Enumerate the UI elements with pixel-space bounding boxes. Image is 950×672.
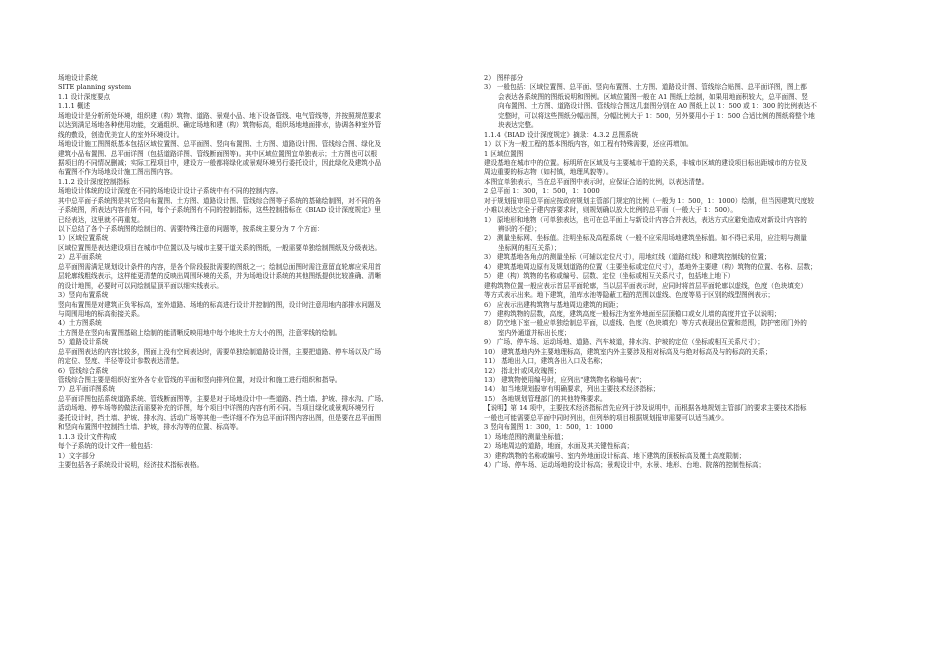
text-line: 以达到满足场地各种使用功能，交通组织、确定场地和建（构）筑物标高，组织场地地面排水，协调各种室外管 (58, 121, 382, 130)
text-line: 1） 原地形和地物（可单独表达，也可在总平面上与新设计内容合并表达，表达方式应避免造成对新设计内容的 (484, 215, 807, 224)
text-line: SITE planning system (58, 83, 132, 92)
left-text-column (58, 74, 468, 470)
text-line: 总平面详图包括系统道路系统、管线断面图等，主要是对于场地设计中一些道路、挡土墙、护坡、排水沟、广场、 (58, 394, 388, 403)
text-line: 委托设计时，挡土墙、护坡、排水沟、活动广场等其他一些详细不作为总平面详图内容出图，但是要在总平面图 (58, 413, 382, 422)
text-line: 1）场地范围的测量坐标值； (484, 432, 568, 441)
text-line: 建筑小品布置图、总平面详图（包括道路详图、管线断面图等)。其中区域位置图宜单独表示；土方图也可以根 (58, 149, 378, 158)
text-line: 7）总平面详图系统 (58, 385, 115, 394)
text-line: 完整时，可以将这些图纸分幅出图，分幅比例大于 1：500，另外要用小于 1：500 合适比例的图纸将整个地 (498, 111, 815, 120)
text-line: 5） 建（构）筑物的名称或编号、层数、定位（坐标或相互关系尺寸，包括地上地下） (484, 272, 735, 281)
text-line: 场地设计施工图图纸基本包括区域位置图、总平面图、竖向布置图、土方图、道路设计图、管线综合图、绿化及 (58, 140, 382, 149)
text-line: 5）道路设计系统 (58, 338, 109, 347)
text-line: 3）竖向布置系统 (58, 291, 109, 300)
text-line: 据项目的不同情况删减；实际工程项目中，建设方一般都将绿化或景观环境另行委托设计，因此绿化及建筑小品 (58, 158, 382, 167)
text-line: 总平面图表达的内容比较多，图面上没有空间表达时，需要单独绘制道路设计图，主要把道路、停车场以及广场 (58, 347, 382, 356)
text-line: 场地设计是分析所处环境，组织建（构）筑物、道路、景观小品、地下设备管线、电气管线等，并按照规范要求 (58, 111, 382, 120)
text-line: 建设基地在城市中的位置。标明所在区域及与主要城市干道的关系，非城市区域的建设项目标出距城市的方位及 (484, 158, 808, 167)
text-line: 4） 建筑基地周边原有及规划道路的位置（主要坐标或定位尺寸），基地外主要建（构）筑物的位置、名称、层数； (484, 262, 817, 271)
text-line: 线的敷设，创造优美宜人的室外环境设计。 (58, 130, 184, 139)
text-line: 2）场地周边的道路，地面，水面及其关键性标高； (484, 442, 634, 451)
text-line: 一般也可能需要总平面中同时列出，但列举的项目根据规划报审需要可以适当减少。 (484, 413, 728, 422)
text-line: 和竖向布置图中控制挡土墙、护坡，排水沟等的位置、标高等。 (58, 423, 243, 432)
text-line: 竖向布置图是对建筑正负零标高，室外道路、场地的标高进行设计并控制的图，设计时注意用地内部排水问题及 (58, 300, 382, 309)
text-line: 【说明】第 14 项中，主要技术经济指标首先应列于涉及说明中，而根据各地规划主管部门的要求主要技术指标 (484, 404, 807, 413)
text-line: 1.1 设计深度要点 (58, 92, 111, 101)
text-line: 8） 防空地下室一般应单独绘制总平面，以虚线、色度（色块填充）等方式表现出位置和范围，防护密闭门外的 (484, 319, 807, 328)
text-line: 向布置图、土方图、道路设计图、管线综合图这几套图分别在 A0 图纸上以 1：500 或 1：300 的比例表达不 (498, 102, 817, 111)
text-line: 的设计地图，必要时可以同绘制屋顶平面以细实线表示。 (58, 281, 223, 290)
text-line: 13） 建筑物使用编号时，应列出"建筑物名称编号表"； (484, 376, 646, 384)
text-line: 2） 测量坐标网、坐标值。注明坐标及高程系统（一般不应采用场地建筑坐标值。如不得已采用，应注明与测量 (484, 234, 807, 243)
text-line: 已经表达，这里就不再重复。 (58, 215, 144, 224)
text-line: 1.1.2 设计深度控制指标 (58, 177, 130, 186)
text-line: 活动场地、停车场等的做法而需要补充的详图，每个项目中详图的内容有所不同。当项目绿化或景观环境另行 (58, 404, 375, 413)
text-line: 15） 各地规划管理部门的其他特殊要求。 (484, 394, 607, 403)
text-line: 3）建构筑物的名称或编号、室内外地面设计标高、地下建筑的顶板标高及覆土高度限制； (484, 451, 746, 460)
text-line: 4）土方图系统 (58, 319, 102, 328)
text-line: 场地设计系统 (58, 74, 98, 82)
text-line: 每个子系统的设计文件一般包括： (58, 442, 157, 451)
text-line: 1）以下为一般工程的基本图纸内容，如工程有特殊需要，还应再增加。 (484, 140, 693, 149)
text-line: 坐标网的相互关系）； (498, 243, 561, 252)
text-line: 对于规划报审用总平面应按政府规划主管部门规定的比例（一般为 1：500，1：1000）绘制，但当因建筑尺度较 (484, 196, 814, 205)
text-line: 9） 广场、停车场、运动场地、道路、汽车坡道，排水沟、护坡的定位（坐标或相互关系尺寸）； (484, 338, 764, 347)
text-line: 1）区域位置系统 (58, 234, 109, 243)
text-line: 1.1.4《BIAD 设计深度规定》摘录：4.3.2 总图系统 (484, 130, 639, 139)
text-line: 建构筑物位置一般应表示首层平面轮廓，当以层平面表示时，应同时将首层平面轮廓以虚线，色度（色块填充） (484, 281, 808, 290)
text-line: 6）管线综合系统 (58, 366, 109, 375)
text-line: 2 总平面 1：300，1：500，1：1000 (484, 187, 600, 196)
text-line: 12） 指北针或风玫瑰图； (484, 366, 561, 375)
text-line: 子系统图，所表达内容有所不同，每个子系统图有不同的控制指标，这些控制指标在《BIAD 设计深度规定》里 (58, 206, 381, 215)
text-line: 布置图不作为场地设计施工图出图内容。 (58, 168, 177, 177)
text-line: 总平面图需满足规划设计条件的内容，是各个阶段报批需要的图纸之一；绘制总面图时需注意留直轮廓应采用首 (58, 262, 382, 271)
right-text-column (484, 74, 894, 470)
text-line: 7） 建构筑物的层数，高度，建筑高度一般标注为室外地面至层顶檐口或女儿墙的高度并宜予以说明； (484, 309, 781, 318)
text-line: 14） 如当地规划报审有明确要求，列出主要技术经济指标； (484, 385, 660, 394)
text-line: 2）总平面系统 (58, 253, 102, 262)
text-line: 土方图是在竖向布置图基础上绘制的能清晰反映用地中每个地块土方大小的图，注意零线的绘制。 (58, 328, 342, 337)
text-line: 层轮廓线粗线表示，这样能更清楚的反映出周围环境的关系，并为场地设计系统的其他图纸提供比较准确、清晰 (58, 272, 382, 281)
text-line: 1.1.3 设计文件构成 (58, 432, 117, 441)
text-line: 3） 一般包括：区域位置图、总平面、竖向布置图、土方图、道路设计图、管线综合贴图、总平面详图，图上都 (484, 83, 807, 92)
text-line: 以下总结了各个子系统图的绘制目的、需要特殊注意的问题等，按系统主要分为 7 个方面： (58, 225, 324, 233)
text-line: 块表达完整。 (498, 121, 538, 130)
text-line: 等方式表示出来。地下建筑，油库水池等隐蔽工程的范围以虚线、色度等易于区别的线型图例表示； (484, 291, 775, 300)
text-line: 管线综合图主要是组织好室外各专业管线的平面和竖向排列位置，对设计和施工进行组织和指导。 (58, 376, 342, 384)
text-line: 的定位、竖度、半径等设计参数表达清楚。 (58, 357, 184, 366)
text-line: 与周围用地的标高衔接关系。 (58, 309, 144, 318)
text-line: 区域位置图是表达建设项目在城市中位置以及与城市主要干道关系的图纸，一般需要单独绘制图纸及分级表达。 (58, 243, 382, 252)
text-line: 3 竖向布置图 1：300，1：500，1：1000 (484, 423, 613, 432)
text-line: 其中总平面子系统图是其它竖向布置图、土方图、道路设计图、管线综合图等子系统的基础绘制图，对不同的各 (58, 196, 382, 205)
text-line: 室内外通道并标出长度； (498, 328, 571, 337)
text-line: 1.1.1 概述 (58, 102, 91, 111)
text-line: 主要包括各子系统设计说明，经济技术指标表格。 (58, 460, 204, 469)
text-line: 小难以表达完全于建内容要求时，则规划确以放大比例的总平面（一般大于 1：500）。 (484, 206, 737, 215)
text-line: 辨识的不便）； (498, 225, 541, 233)
text-line: 6） 应表示出建构筑物与基地周边建筑的间距； (484, 300, 623, 309)
text-line: 会表达各系统图的图纸说明和图例。区域位置图一般在 A1 图纸上绘制，如果用地面积较大，总平面图、竖 (498, 92, 808, 101)
text-line: 场地设计体统的设计深度在不同的场地设计设计子系统中有不同的控制内容。 (58, 187, 283, 196)
text-line: 11） 基地出入口，建筑各出入口及名称； (484, 357, 607, 366)
text-line: 本图宜单独表示，当在总平面图中表示时，应保证合适的比例，以表达清楚。 (484, 177, 709, 186)
text-line: 1 区域位置图 (484, 149, 524, 158)
text-line: 周边重要的标志物（如村镇，地理风貌等）。 (484, 168, 613, 177)
text-line: 3） 建筑基地各角点的测量坐标（可辅以定位尺寸），用地红线（道路红线）和建筑控制线的位置； (484, 253, 771, 262)
text-line: 1）文字部分 (58, 451, 96, 460)
text-line: 4）广场、停车场、运动场地的设计标高；景观设计中，水景、地形、台地、院落的控制性标高； (484, 460, 766, 469)
text-line: 10） 建筑基地内外主要地理标高，建筑室内外主要涉及相对标高及与绝对标高及与的标高的关系； (484, 347, 772, 356)
text-line: 2） 图样部分 (484, 74, 524, 82)
